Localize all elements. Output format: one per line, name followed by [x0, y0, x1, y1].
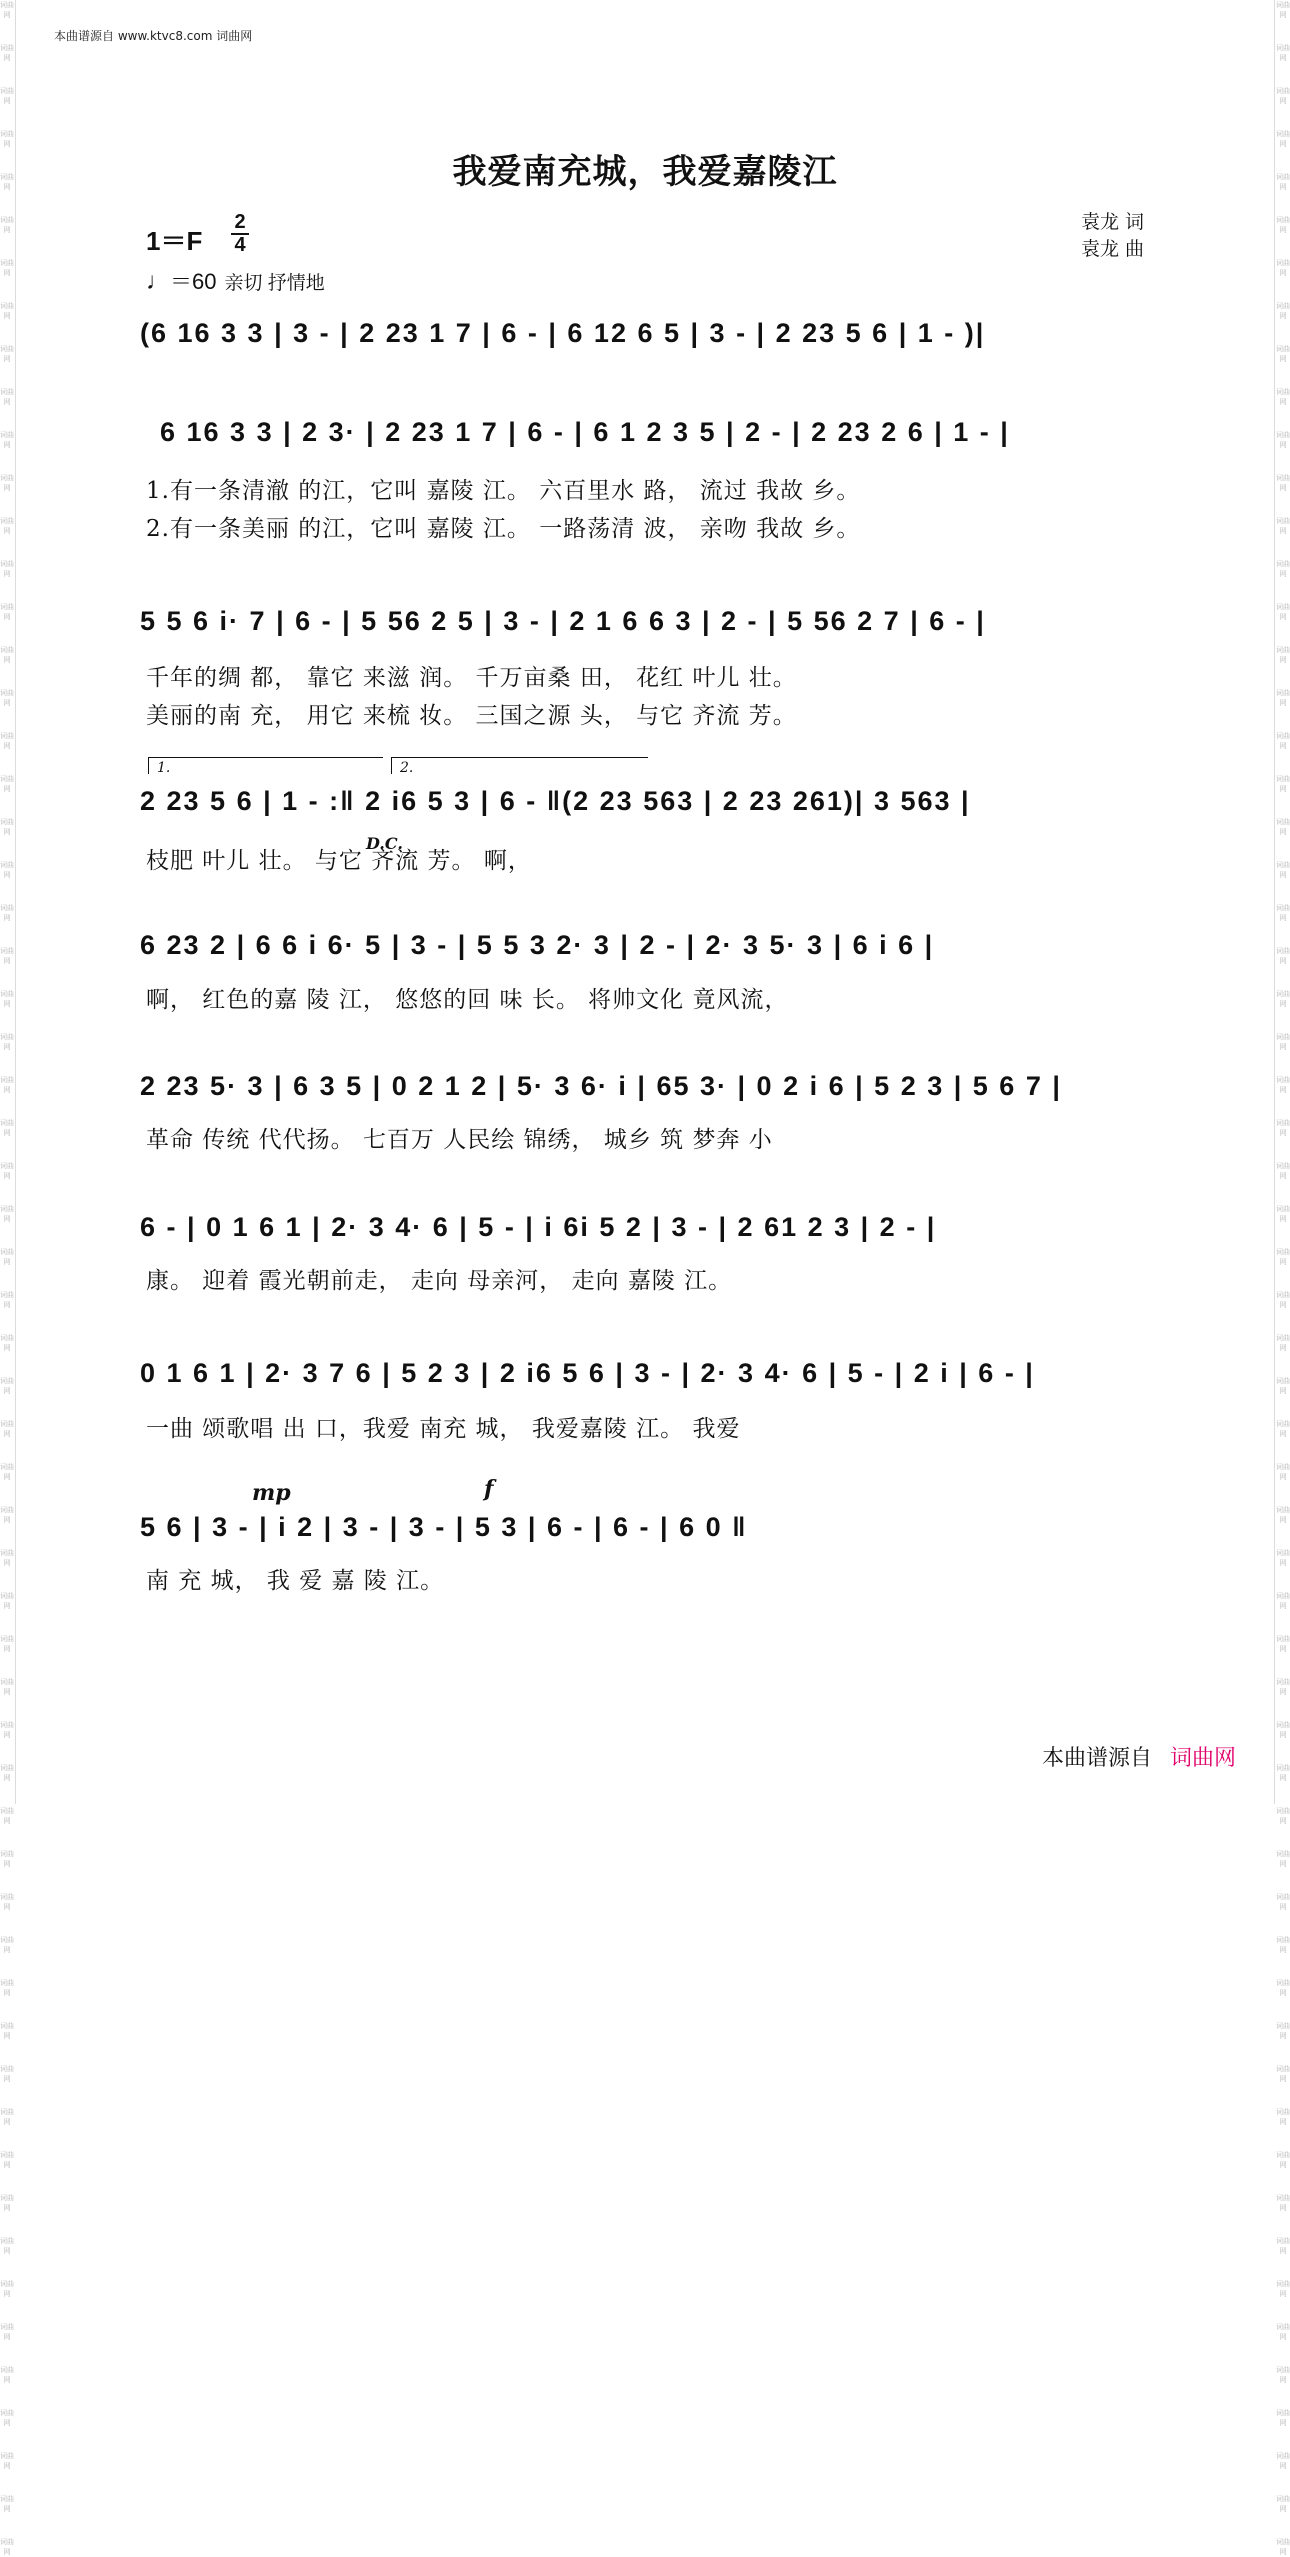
watermark-text: 词曲网 — [0, 1979, 14, 1997]
lyric-system-3-verse-1: 千年的绸 都， 靠它 来滋 润。 千万亩桑 田， 花红 叶儿 壮。 — [146, 665, 797, 691]
watermark-text: 词曲网 — [1276, 732, 1290, 750]
composer-credit: 袁龙 曲 — [1080, 238, 1144, 260]
watermark-text: 词曲网 — [0, 87, 14, 105]
dc-marking: D.C. — [366, 834, 403, 853]
watermark-text: 词曲网 — [0, 2065, 14, 2083]
left-watermark-strip — [0, 0, 14, 2556]
source-line: 本曲谱源自 www.ktvc8.com 词曲网 — [54, 29, 253, 43]
watermark-text: 词曲网 — [0, 1506, 14, 1524]
watermark-text: 词曲网 — [0, 2022, 14, 2040]
watermark-text: 词曲网 — [1276, 2151, 1290, 2169]
notation-system-3: 5 5 6 i· 7 | 6 - | 5 56 2 5 | 3 - | 2 1 6 6 3 | 2 - | 5 56 2 7 | 6 - | — [140, 606, 986, 636]
watermark-text: 词曲网 — [1276, 474, 1290, 492]
watermark-text: 词曲网 — [1276, 1033, 1290, 1051]
watermark-text: 词曲网 — [1276, 1721, 1290, 1739]
watermark-text: 词曲网 — [0, 646, 14, 664]
watermark-text: 词曲网 — [1276, 2538, 1290, 2556]
watermark-text: 词曲网 — [1276, 1463, 1290, 1481]
watermark-text: 词曲网 — [0, 173, 14, 191]
watermark-text: 词曲网 — [1276, 517, 1290, 535]
lyric-system-2-verse-2: 2.有一条美丽 的江，它叫 嘉陵 江。 一路荡清 波， 亲吻 我故 乡。 — [146, 516, 861, 542]
watermark-text: 词曲网 — [0, 1807, 14, 1825]
watermark-text: 词曲网 — [0, 431, 14, 449]
left-margin-line — [15, 0, 16, 1804]
watermark-text: 词曲网 — [0, 2538, 14, 2556]
watermark-text: 词曲网 — [1276, 2366, 1290, 2384]
watermark-text: 词曲网 — [0, 603, 14, 621]
watermark-text: 词曲网 — [0, 1549, 14, 1567]
watermark-text: 词曲网 — [0, 2323, 14, 2341]
watermark-text: 词曲网 — [0, 861, 14, 879]
watermark-text: 词曲网 — [0, 2366, 14, 2384]
watermark-text: 词曲网 — [0, 689, 14, 707]
watermark-text: 词曲网 — [1276, 1076, 1290, 1094]
lyricist-credit: 袁龙 词 — [1080, 211, 1144, 233]
watermark-text: 词曲网 — [0, 1420, 14, 1438]
watermark-text: 词曲网 — [0, 560, 14, 578]
watermark-text: 词曲网 — [0, 904, 14, 922]
right-margin-line — [1274, 0, 1275, 1804]
watermark-text: 词曲网 — [1276, 1592, 1290, 1610]
watermark-text: 词曲网 — [1276, 1850, 1290, 1868]
watermark-text: 词曲网 — [1276, 2022, 1290, 2040]
watermark-text: 词曲网 — [0, 216, 14, 234]
watermark-text: 词曲网 — [1276, 345, 1290, 363]
notation-system-5: 6 23 2 | 6 6 i 6· 5 | 3 - | 5 5 3 2· 3 | 2 - | 2· 3 5· 3 | 6 i 6 | — [140, 930, 935, 960]
watermark-text: 词曲网 — [1276, 646, 1290, 664]
notation-system-2: 6 16 3 3 | 2 3· | 2 23 1 7 | 6 - | 6 1 2 3 5 | 2 - | 2 23 2 6 | 1 - | — [160, 417, 1010, 447]
watermark-text: 词曲网 — [0, 2452, 14, 2470]
watermark-text: 词曲网 — [1276, 388, 1290, 406]
notation-system-6: 2 23 5· 3 | 6 3 5 | 0 2 1 2 | 5· 3 6· i | 65 3· | 0 2 i 6 | 5 2 3 | 5 6 7 | — [140, 1071, 1062, 1101]
watermark-text: 词曲网 — [0, 2151, 14, 2169]
watermark-text: 词曲网 — [0, 2194, 14, 2212]
key-signature: 1＝F — [146, 226, 203, 256]
watermark-text: 词曲网 — [0, 1033, 14, 1051]
watermark-text: 词曲网 — [0, 345, 14, 363]
right-watermark-strip — [1276, 0, 1290, 2556]
lyric-system-9: 南 充 城， 我 爱 嘉 陵 江。 — [146, 1568, 445, 1594]
watermark-text: 词曲网 — [1276, 1162, 1290, 1180]
watermark-text: 词曲网 — [0, 302, 14, 320]
watermark-text: 词曲网 — [0, 517, 14, 535]
watermark-text: 词曲网 — [1276, 775, 1290, 793]
watermark-text: 词曲网 — [1276, 1936, 1290, 1954]
watermark-text: 词曲网 — [0, 1721, 14, 1739]
watermark-text: 词曲网 — [0, 1936, 14, 1954]
time-signature-top: 2 — [234, 211, 246, 233]
watermark-text: 词曲网 — [0, 1205, 14, 1223]
watermark-text: 词曲网 — [1276, 2280, 1290, 2298]
song-title: 我爱南充城，我爱嘉陵江 — [452, 152, 838, 192]
watermark-text: 词曲网 — [1276, 1334, 1290, 1352]
watermark-text: 词曲网 — [1276, 1506, 1290, 1524]
watermark-text: 词曲网 — [0, 947, 14, 965]
watermark-text: 词曲网 — [0, 775, 14, 793]
watermark-text: 词曲网 — [1276, 1, 1290, 19]
watermark-text: 词曲网 — [1276, 1635, 1290, 1653]
watermark-text: 词曲网 — [1276, 1807, 1290, 1825]
watermark-text: 词曲网 — [0, 732, 14, 750]
watermark-text: 词曲网 — [1276, 2108, 1290, 2126]
watermark-text: 词曲网 — [0, 990, 14, 1008]
watermark-text: 词曲网 — [1276, 302, 1290, 320]
watermark-text: 词曲网 — [1276, 173, 1290, 191]
watermark-text: 词曲网 — [1276, 87, 1290, 105]
lyric-system-3-verse-2: 美丽的南 充， 用它 来梳 妆。 三国之源 头， 与它 齐流 芳。 — [146, 703, 797, 729]
watermark-text: 词曲网 — [0, 1334, 14, 1352]
watermark-text: 词曲网 — [1276, 1377, 1290, 1395]
tempo-value: ＝60 — [170, 269, 217, 294]
watermark-text: 词曲网 — [0, 2495, 14, 2513]
notation-system-1: (6 16 3 3 | 3 - | 2 23 1 7 | 6 - | 6 12 6 5 | 3 - | 2 23 5 6 | 1 - )| — [140, 318, 986, 348]
watermark-text: 词曲网 — [1276, 1205, 1290, 1223]
lyric-system-6: 革命 传统 代代扬。 七百万 人民绘 锦绣， 城乡 筑 梦奔 小 — [146, 1127, 773, 1153]
watermark-text: 词曲网 — [1276, 1291, 1290, 1309]
quarter-note-icon: ♩ — [146, 268, 170, 295]
watermark-text: 词曲网 — [0, 818, 14, 836]
watermark-text: 词曲网 — [1276, 947, 1290, 965]
watermark-text: 词曲网 — [1276, 1119, 1290, 1137]
watermark-text: 词曲网 — [1276, 1678, 1290, 1696]
watermark-text: 词曲网 — [1276, 2237, 1290, 2255]
notation-system-4: 2 23 5 6 | 1 - :‖ 2 i6 5 3 | 6 - ‖(2 23 563 | 2 23 261)| 3 563 | — [140, 786, 971, 816]
watermark-text: 词曲网 — [1276, 689, 1290, 707]
watermark-text: 词曲网 — [0, 1377, 14, 1395]
watermark-text: 词曲网 — [0, 1119, 14, 1137]
time-signature — [229, 212, 251, 256]
watermark-text: 词曲网 — [1276, 861, 1290, 879]
watermark-text: 词曲网 — [0, 2409, 14, 2427]
watermark-text: 词曲网 — [1276, 1764, 1290, 1782]
lyric-system-2-verse-1: 1.有一条清澈 的江，它叫 嘉陵 江。 六百里水 路， 流过 我故 乡。 — [146, 478, 861, 504]
lyric-system-8: 一曲 颂歌唱 出 口，我爱 南充 城， 我爱嘉陵 江。 我爱 — [146, 1416, 741, 1442]
watermark-text: 词曲网 — [1276, 431, 1290, 449]
watermark-text: 词曲网 — [0, 388, 14, 406]
footer-source-label: 本曲谱源自 — [1041, 1746, 1152, 1771]
watermark-text: 词曲网 — [1276, 2452, 1290, 2470]
footer-source — [1042, 1741, 1236, 1772]
watermark-text: 词曲网 — [0, 1162, 14, 1180]
watermark-text: 词曲网 — [0, 2108, 14, 2126]
watermark-text: 词曲网 — [0, 130, 14, 148]
watermark-text: 词曲网 — [0, 1764, 14, 1782]
volta-1: 1. — [148, 757, 383, 774]
watermark-text: 词曲网 — [1276, 2409, 1290, 2427]
watermark-text: 词曲网 — [0, 259, 14, 277]
watermark-text: 词曲网 — [1276, 259, 1290, 277]
watermark-text: 词曲网 — [0, 1635, 14, 1653]
watermark-text: 词曲网 — [1276, 1549, 1290, 1567]
dynamic-f: f — [484, 1476, 494, 1502]
watermark-text: 词曲网 — [0, 1893, 14, 1911]
watermark-text: 词曲网 — [0, 1463, 14, 1481]
tempo-marking — [146, 265, 325, 296]
watermark-text: 词曲网 — [1276, 1248, 1290, 1266]
watermark-text: 词曲网 — [0, 1592, 14, 1610]
lyric-system-5: 啊， 红色的嘉 陵 江， 悠悠的回 味 长。 将帅文化 竟风流， — [146, 987, 789, 1013]
notation-system-8: 0 1 6 1 | 2· 3 7 6 | 5 2 3 | 2 i6 5 6 | 3 - | 2· 3 4· 6 | 5 - | 2 i | 6 - | — [140, 1358, 1035, 1388]
watermark-text: 词曲网 — [1276, 216, 1290, 234]
watermark-text: 词曲网 — [0, 2280, 14, 2298]
watermark-text: 词曲网 — [1276, 560, 1290, 578]
watermark-text: 词曲网 — [0, 2237, 14, 2255]
lyric-system-7: 康。 迎着 霞光朝前走， 走向 母亲河， 走向 嘉陵 江。 — [146, 1268, 733, 1294]
watermark-text: 词曲网 — [1276, 130, 1290, 148]
watermark-text: 词曲网 — [1276, 1979, 1290, 1997]
watermark-text: 词曲网 — [0, 1850, 14, 1868]
watermark-text: 词曲网 — [1276, 2495, 1290, 2513]
watermark-text: 词曲网 — [1276, 818, 1290, 836]
watermark-text: 词曲网 — [1276, 2065, 1290, 2083]
watermark-text: 词曲网 — [1276, 990, 1290, 1008]
watermark-text: 词曲网 — [1276, 2194, 1290, 2212]
watermark-text: 词曲网 — [0, 1, 14, 19]
notation-system-9: 5 6 | 3 - | i 2 | 3 - | 3 - | 5 3 | 6 - | 6 - | 6 0 ‖ — [140, 1512, 748, 1542]
notation-system-7: 6 - | 0 1 6 1 | 2· 3 4· 6 | 5 - | i 6i 5 2 | 3 - | 2 61 2 3 | 2 - | — [140, 1212, 937, 1242]
watermark-text: 词曲网 — [1276, 1893, 1290, 1911]
watermark-text: 词曲网 — [0, 1076, 14, 1094]
watermark-text: 词曲网 — [1276, 44, 1290, 62]
watermark-text: 词曲网 — [1276, 1420, 1290, 1438]
watermark-text: 词曲网 — [0, 1678, 14, 1696]
watermark-text: 词曲网 — [0, 1248, 14, 1266]
volta-2: 2. — [391, 757, 648, 774]
watermark-text: 词曲网 — [1276, 2323, 1290, 2341]
lyric-system-4: 枝肥 叶儿 壮。 与它 齐流 芳。 啊， — [146, 848, 532, 874]
tempo-mood: 亲切 抒情地 — [224, 273, 325, 294]
watermark-text: 词曲网 — [0, 1291, 14, 1309]
watermark-text: 词曲网 — [1276, 603, 1290, 621]
time-signature-bottom: 4 — [234, 234, 246, 256]
watermark-text: 词曲网 — [0, 44, 14, 62]
credits — [1081, 209, 1144, 263]
watermark-text: 词曲网 — [0, 474, 14, 492]
dynamic-mp: mp — [252, 1480, 291, 1506]
watermark-text: 词曲网 — [1276, 904, 1290, 922]
footer-site-name: 词曲网 — [1169, 1746, 1236, 1771]
